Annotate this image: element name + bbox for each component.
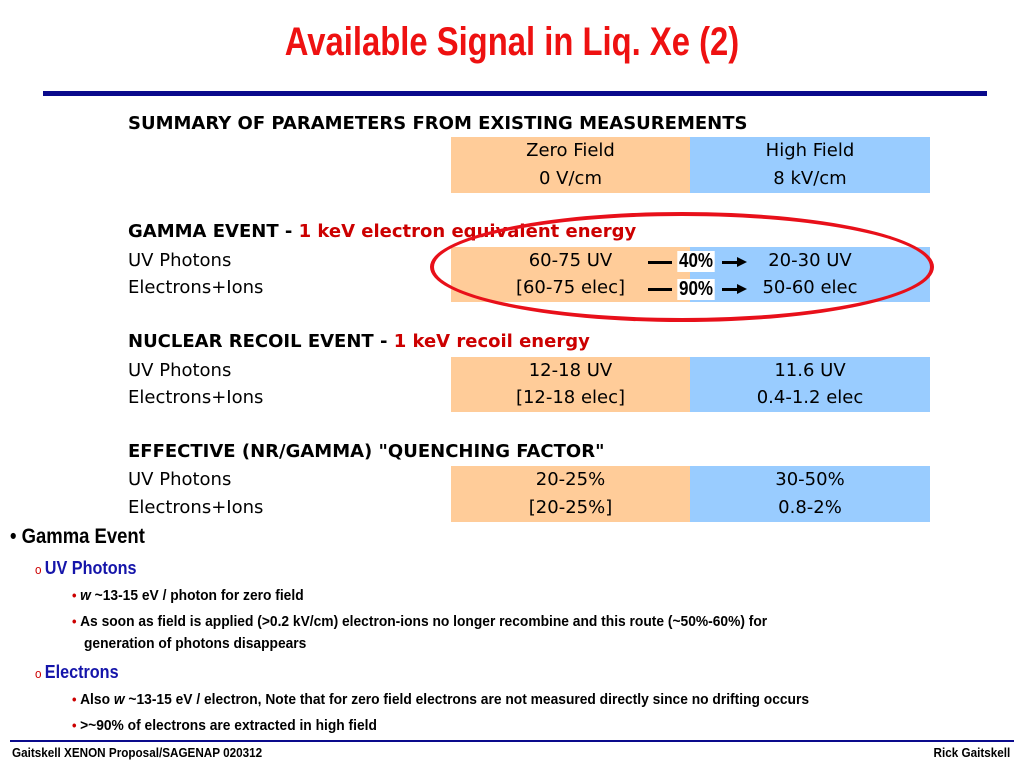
- nr-heading-text: NUCLEAR RECOIL EVENT -: [128, 331, 394, 352]
- high-field-header: High Field: [690, 137, 930, 165]
- row-label: Electrons+Ions: [128, 387, 264, 408]
- table-cell-high-field: 0.4-1.2 elec: [690, 384, 930, 412]
- bullet-dot: •: [72, 613, 81, 629]
- slide-title: Available Signal in Liq. Xe (2): [284, 20, 740, 64]
- zero-field-header: Zero Field: [451, 137, 690, 165]
- bullet-electron-w: [72, 691, 809, 708]
- zero-field-value: 0 V/cm: [451, 165, 690, 193]
- bullet-text: Also: [80, 691, 114, 708]
- table-cell-zero-field: 20-25%: [451, 466, 690, 494]
- high-field-value: 8 kV/cm: [690, 165, 930, 193]
- bullet-uv-w: [72, 587, 304, 604]
- bullet-dot: •: [10, 525, 22, 548]
- bullet-text: ~13-15 eV / photon for zero field: [90, 587, 304, 604]
- table-cell-zero-field: 12-18 UV: [451, 357, 690, 385]
- row-label: UV Photons: [128, 360, 232, 381]
- table-cell-high-field: 11.6 UV: [690, 357, 930, 385]
- quenching-section-heading: EFFECTIVE (NR/GAMMA) "QUENCHING FACTOR": [128, 441, 605, 462]
- bullet-electrons: [35, 662, 119, 683]
- bullet-dot: •: [72, 587, 81, 603]
- bullet-uv-field-cont: generation of photons disappears: [84, 635, 307, 652]
- bullet-dot: •: [72, 691, 81, 707]
- bullet-text: As soon as field is applied (>0.2 kV/cm) electron-ions no longer recombine and this route (~50%-60%) for: [80, 613, 768, 630]
- row-label: Electrons+Ions: [128, 277, 264, 298]
- w-symbol: w: [113, 691, 125, 708]
- table-cell-high-field: 30-50%: [690, 466, 930, 494]
- bullet-text: ~13-15 eV / electron, Note that for zero field electrons are not measured directly since no drifting occurs: [124, 691, 810, 708]
- table-cell-zero-field: [12-18 elec]: [451, 384, 690, 412]
- gamma-heading-energy: 1 keV electron equivalent energy: [298, 221, 637, 242]
- table-heading: SUMMARY OF PARAMETERS FROM EXISTING MEASUREMENTS: [128, 113, 748, 134]
- table-cell-high-field: 20-30 UV: [690, 247, 930, 275]
- footer-divider: [10, 740, 1014, 742]
- bullet-gamma-event: [10, 525, 145, 549]
- table-cell-zero-field: 60-75 UV: [451, 247, 690, 275]
- bullet-text: >~90% of electrons are extracted in high field: [80, 717, 377, 734]
- nr-heading-energy: 1 keV recoil energy: [393, 331, 590, 352]
- row-label: UV Photons: [128, 469, 232, 490]
- nuclear-recoil-section-heading: [128, 328, 590, 356]
- bullet-uv-photons: [35, 558, 137, 579]
- electron-extraction-label: 90%: [678, 278, 714, 300]
- table-cell-zero-field: [60-75 elec]: [451, 274, 690, 302]
- bullet-text: UV Photons: [44, 558, 137, 578]
- bullet-circle: o: [35, 666, 45, 681]
- bullet-electron-extraction: [72, 717, 377, 734]
- table-cell-zero-field: [20-25%]: [451, 494, 690, 522]
- footer-right: Rick Gaitskell: [933, 745, 1010, 760]
- bullet-dot: •: [72, 717, 81, 733]
- row-label: UV Photons: [128, 250, 232, 271]
- table-cell-high-field: 0.8-2%: [690, 494, 930, 522]
- footer-left: Gaitskell XENON Proposal/SAGENAP 020312: [12, 745, 263, 760]
- w-symbol: w: [80, 587, 91, 604]
- bullet-text: Gamma Event: [21, 525, 145, 548]
- gamma-heading-text: GAMMA EVENT -: [128, 221, 299, 242]
- photon-reduction-label: 40%: [678, 250, 714, 272]
- table-cell-high-field: 50-60 elec: [690, 274, 930, 302]
- highlight-ellipse: [430, 212, 934, 322]
- row-label: Electrons+Ions: [128, 497, 264, 518]
- bullet-text: Electrons: [44, 662, 119, 682]
- bullet-circle: o: [35, 562, 45, 577]
- bullet-uv-field: [72, 613, 767, 630]
